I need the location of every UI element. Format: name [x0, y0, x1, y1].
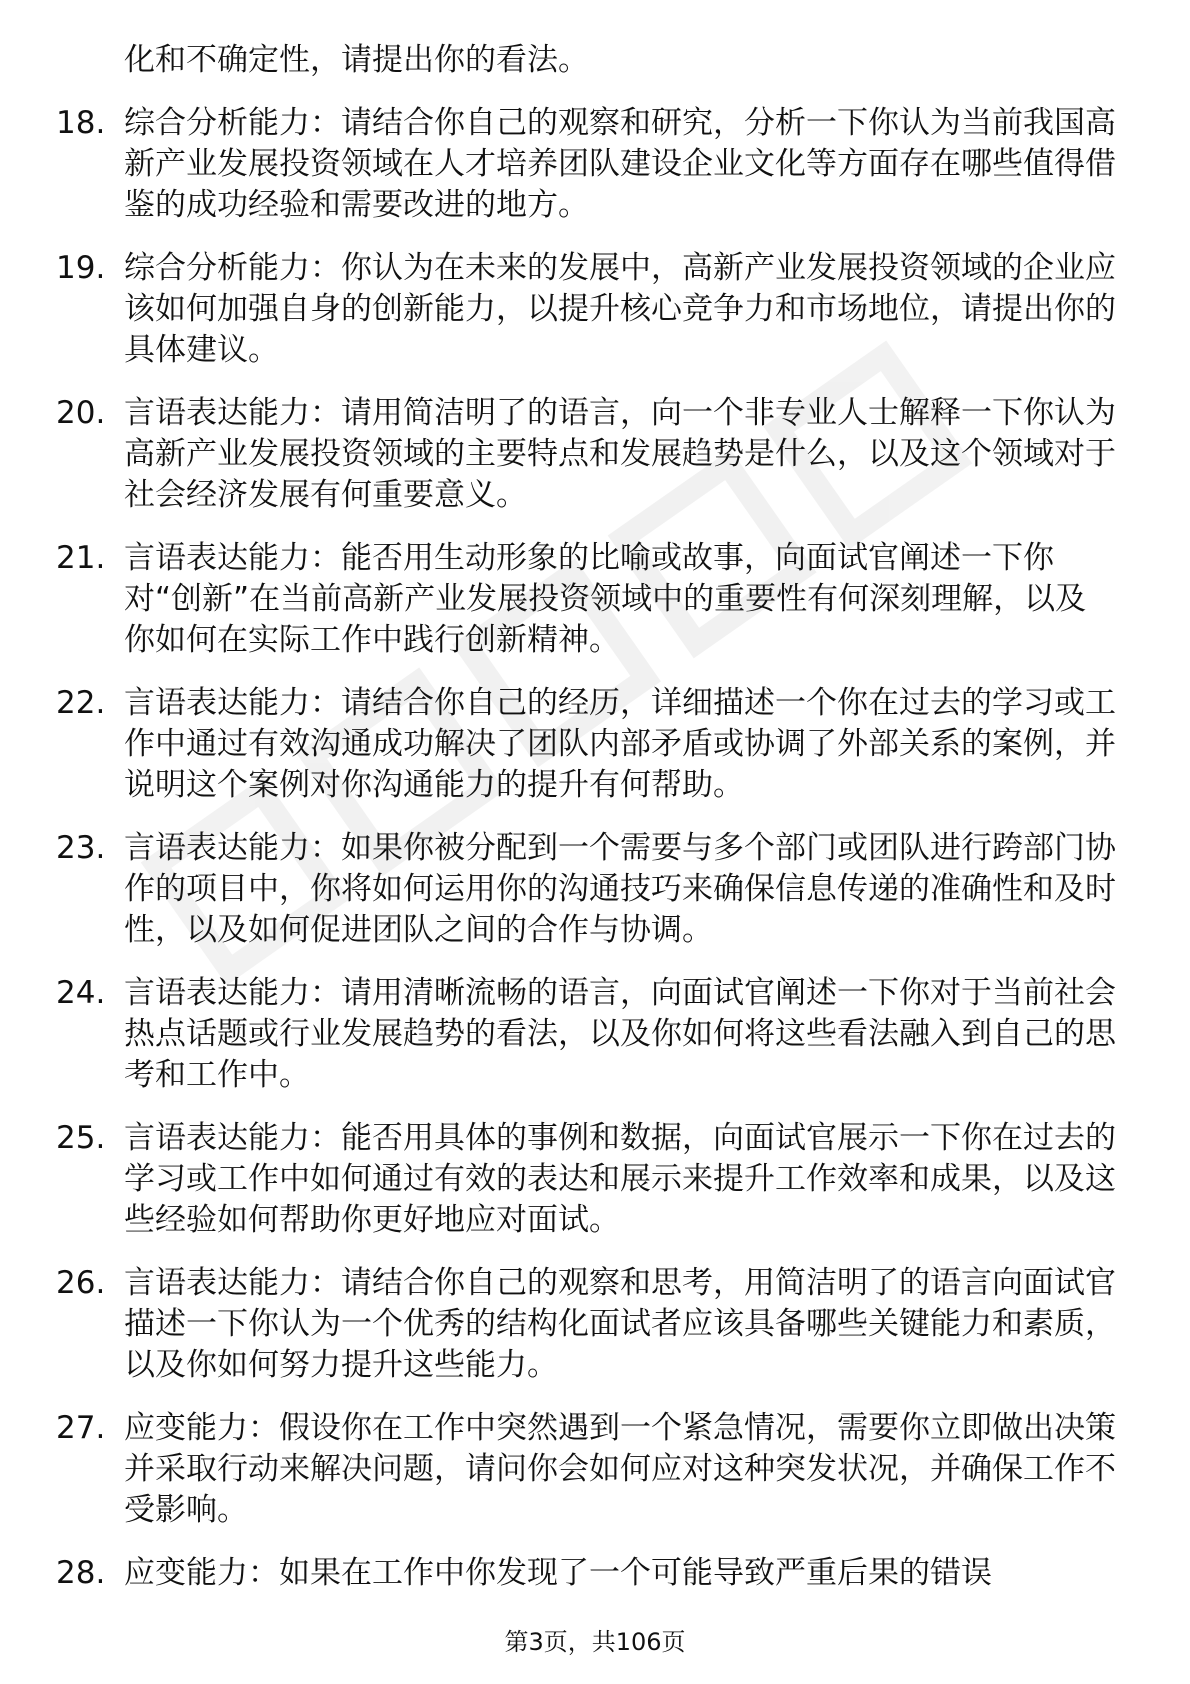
question-list: [56, 40, 1116, 1616]
list-item: [56, 1118, 1116, 1241]
item-text: 言语表达能力：如果你被分配到一个需要与多个部门或团队进行跨部门协作的项目中，你将如何运用你的沟通技巧来确保信息传递的准确性和及时性，以及如何促进团队之间的合作与协调。: [124, 830, 1116, 948]
item-number: 28.: [56, 1555, 106, 1591]
item-text: 言语表达能力：请结合你自己的观察和思考，用简洁明了的语言向面试官描述一下你认为一个优秀的结构化面试者应该具备哪些关键能力和素质，以及你如何努力提升这些能力。: [124, 1265, 1116, 1383]
list-item: [56, 248, 1116, 371]
list-item: [56, 393, 1116, 516]
item-text: 言语表达能力：请结合你自己的经历，详细描述一个你在过去的学习或工作中通过有效沟通成功解决了团队内部矛盾或协调了外部关系的案例，并说明这个案例对你沟通能力的提升有何帮助。: [124, 685, 1116, 803]
list-item: [56, 103, 1116, 226]
item-number: 18.: [56, 105, 106, 141]
item-number: 24.: [56, 975, 106, 1011]
item-number: 23.: [56, 830, 106, 866]
item-number: 25.: [56, 1120, 106, 1156]
list-item: [56, 683, 1116, 806]
item-text: 应变能力：如果在工作中你发现了一个可能导致严重后果的错误: [124, 1555, 992, 1591]
list-item: [56, 1408, 1116, 1531]
item-text: 言语表达能力：能否用生动形象的比喻或故事，向面试官阐述一下你对“创新”在当前高新产业发展投资领域中的重要性有何深刻理解，以及你如何在实际工作中践行创新精神。: [124, 540, 1087, 658]
item-text: 综合分析能力：请结合你自己的观察和研究，分析一下你认为当前我国高新产业发展投资领域在人才培养团队建设企业文化等方面存在哪些值得借鉴的成功经验和需要改进的地方。: [124, 105, 1116, 223]
page-footer: 第3页，共106页: [504, 1628, 686, 1656]
item-number: 22.: [56, 685, 106, 721]
continuation-text: 化和不确定性，请提出你的看法。: [124, 42, 589, 78]
item-text: 言语表达能力：请用清晰流畅的语言，向面试官阐述一下你对于当前社会热点话题或行业发展趋势的看法，以及你如何将这些看法融入到自己的思考和工作中。: [124, 975, 1116, 1093]
item-text: 言语表达能力：请用简洁明了的语言，向一个非专业人士解释一下你认为高新产业发展投资领域的主要特点和发展趋势是什么，以及这个领域对于社会经济发展有何重要意义。: [124, 395, 1116, 513]
item-number: 26.: [56, 1265, 106, 1301]
list-item: [56, 973, 1116, 1096]
list-item: [56, 538, 1116, 661]
item-text: 综合分析能力：你认为在未来的发展中，高新产业发展投资领域的企业应该如何加强自身的创新能力，以提升核心竞争力和市场地位，请提出你的具体建议。: [124, 250, 1116, 368]
list-item: [56, 828, 1116, 951]
item-number: 27.: [56, 1410, 106, 1446]
item-text: 应变能力：假设你在工作中突然遇到一个紧急情况，需要你立即做出决策并采取行动来解决问题，请问你会如何应对这种突发状况，并确保工作不受影响。: [124, 1410, 1116, 1528]
item-text: 言语表达能力：能否用具体的事例和数据，向面试官展示一下你在过去的学习或工作中如何通过有效的表达和展示来提升工作效率和成果，以及这些经验如何帮助你更好地应对面试。: [124, 1120, 1116, 1238]
item-number: 19.: [56, 250, 106, 286]
item-number: 20.: [56, 395, 106, 431]
item-number: 21.: [56, 540, 106, 576]
list-item: [56, 1263, 1116, 1386]
list-item: [56, 1553, 1116, 1594]
